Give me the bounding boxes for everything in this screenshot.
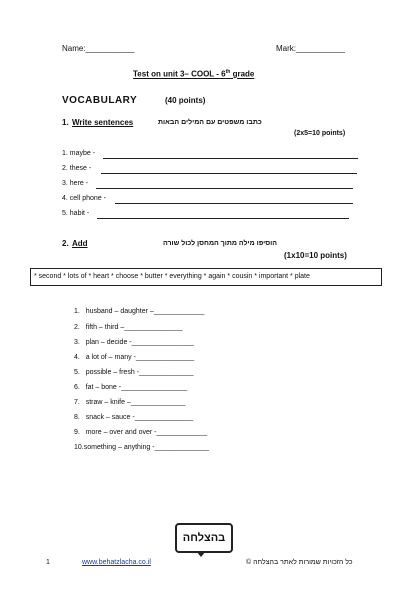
- add-item-text: straw – knife –: [85, 399, 131, 406]
- behatzlacha-logo: [175, 523, 233, 553]
- sentence-item-4-label: 4. cell phone -: [62, 195, 106, 202]
- section2-title: Add: [72, 239, 88, 248]
- sentence-item-3-label: 3. here -: [62, 180, 89, 187]
- section2-points: (1x10=10 points): [284, 251, 347, 260]
- add-item-blank[interactable]: _______________: [124, 324, 183, 331]
- add-item-number: 9.: [74, 429, 80, 436]
- add-item-3[interactable]: [74, 339, 194, 346]
- add-item-number: 2.: [74, 324, 80, 331]
- add-item-text: a lot of – many -: [85, 354, 136, 361]
- sentence-item-2-label: 2. these -: [62, 165, 92, 172]
- add-item-1[interactable]: [74, 308, 204, 315]
- add-item-4[interactable]: [74, 354, 194, 361]
- add-item-8[interactable]: [74, 414, 193, 421]
- add-item-2[interactable]: [74, 324, 183, 331]
- test-title: [133, 69, 254, 79]
- add-item-text: husband – daughter –: [85, 308, 154, 315]
- add-item-blank[interactable]: ______________: [130, 399, 186, 406]
- mark-blank[interactable]: ___________: [296, 44, 345, 53]
- mark-field[interactable]: [276, 44, 345, 53]
- test-title-end: grade: [230, 69, 255, 79]
- section1-title: Write sentences: [72, 118, 134, 127]
- name-blank[interactable]: ___________: [85, 44, 135, 53]
- add-item-blank[interactable]: _________________: [121, 384, 188, 391]
- section2-hebrew-instructions: הוסיפו מילה מתוך המחסן לכול שורה: [163, 240, 278, 247]
- sentence-item-1-label: 1. maybe -: [62, 150, 96, 157]
- sentence-item-2-line[interactable]: [101, 173, 357, 174]
- section1-hebrew-instructions: כתבו משפטים עם המילים הבאות: [158, 119, 262, 126]
- add-item-text: snack – sauce -: [85, 414, 135, 421]
- add-item-6[interactable]: [74, 384, 187, 391]
- sentence-item-5-line[interactable]: [97, 218, 349, 219]
- add-item-number: 3.: [74, 339, 80, 346]
- add-item-text: something – anything -: [83, 444, 155, 451]
- name-label: Name:: [62, 44, 86, 53]
- add-item-blank[interactable]: ______________: [154, 444, 210, 451]
- add-item-number: 4.: [74, 354, 80, 361]
- add-item-blank[interactable]: _______________: [134, 414, 194, 421]
- add-item-text: more – over and over -: [85, 429, 157, 436]
- sentence-item-3-line[interactable]: [96, 188, 353, 189]
- test-title-main: Test on unit 3– COOL - 6: [133, 69, 226, 79]
- add-item-blank[interactable]: ________________: [131, 339, 194, 346]
- section2-number: 2.: [62, 239, 69, 248]
- sentence-item-5-label: 5. habit -: [62, 210, 90, 217]
- add-item-number: 7.: [74, 399, 80, 406]
- add-item-number: 5.: [74, 369, 80, 376]
- vocabulary-points: (40 points): [165, 96, 206, 105]
- copyright-notice: כל הזכויות שמורות לאתר בהצלחה ©: [246, 559, 353, 566]
- add-item-10[interactable]: [74, 444, 209, 451]
- add-item-text: possible – fresh -: [85, 369, 139, 376]
- add-item-9[interactable]: [74, 429, 207, 436]
- vocabulary-heading: VOCABULARY: [62, 95, 138, 106]
- add-item-number: 8.: [74, 414, 80, 421]
- mark-label: Mark:: [276, 44, 296, 53]
- add-item-text: fat – bone -: [85, 384, 122, 391]
- add-item-blank[interactable]: _____________: [156, 429, 208, 436]
- add-item-number: 6.: [74, 384, 80, 391]
- site-link[interactable]: www.behatzlacha.co.il: [82, 559, 151, 566]
- add-item-text: plan – decide -: [85, 339, 132, 346]
- add-item-blank[interactable]: _______________: [135, 354, 195, 361]
- add-item-blank[interactable]: _____________: [153, 308, 205, 315]
- section1-points: (2x5=10 points): [294, 130, 346, 137]
- word-bank-text: * second * lots of * heart * choose * butter * everything * again * cousin * important * plate: [34, 273, 310, 280]
- add-item-5[interactable]: [74, 369, 194, 376]
- logo-text: בהצלחה: [182, 532, 226, 544]
- word-bank-box: [30, 268, 382, 286]
- section1-number: 1.: [62, 118, 69, 127]
- page-number: 1: [46, 559, 50, 566]
- add-item-number: 10.: [74, 444, 84, 451]
- sentence-item-4-line[interactable]: [115, 203, 353, 204]
- logo-pointer-icon: [196, 551, 206, 557]
- add-item-7[interactable]: [74, 399, 185, 406]
- add-item-blank[interactable]: ______________: [139, 369, 194, 376]
- test-title-sup: th: [225, 69, 231, 75]
- name-field[interactable]: [62, 44, 135, 53]
- add-item-number: 1.: [74, 308, 80, 315]
- sentence-item-1-line[interactable]: [103, 158, 358, 159]
- add-item-text: fifth – third –: [85, 324, 125, 331]
